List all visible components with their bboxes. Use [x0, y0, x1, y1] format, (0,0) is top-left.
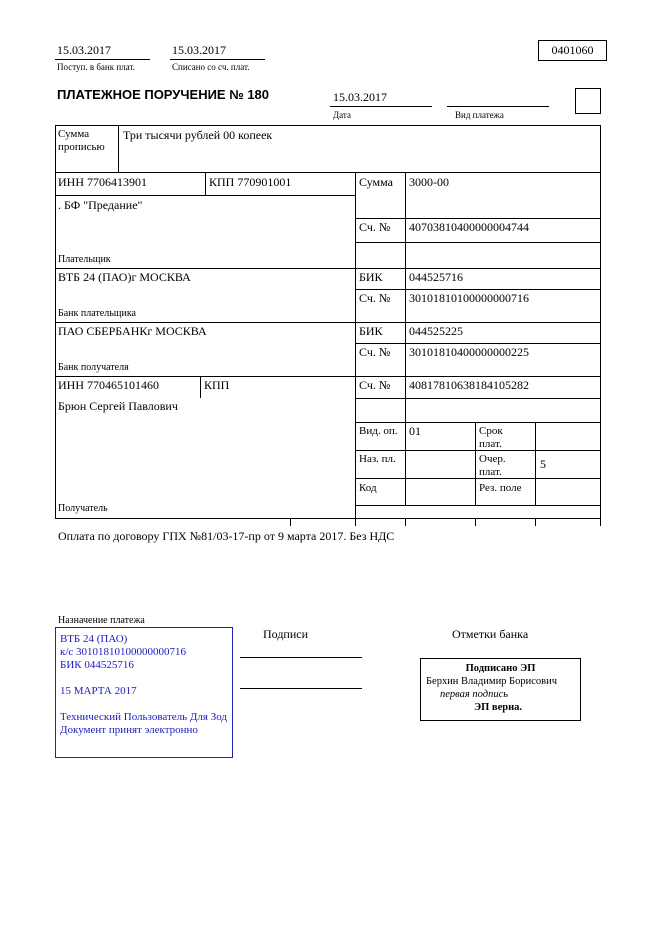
table-border — [355, 242, 601, 243]
table-tick — [355, 518, 356, 526]
table-border — [355, 478, 601, 479]
table-border — [355, 505, 601, 506]
table-tick — [600, 518, 601, 526]
sum-value: 3000-00 — [409, 175, 449, 189]
payment-purpose-text: Оплата по договору ГПХ №81/03-17-пр от 9 марта 2017. Без НДС — [58, 529, 395, 543]
table-border — [55, 376, 601, 377]
term-label: Срок плат. — [479, 425, 503, 450]
payee-name: Брюн Сергей Павлович — [58, 399, 178, 413]
payment-type-box — [575, 88, 601, 114]
payee-bank-bik: 044525225 — [409, 324, 463, 338]
stamp-accepted: Документ принят электронно — [60, 724, 198, 736]
payee-bank-name: ПАО СБЕРБАНКг МОСКВА — [58, 324, 207, 338]
stamp-bank-name: ВТБ 24 (ПАО) — [60, 633, 128, 645]
payer-kpp: КПП 770901001 — [209, 175, 292, 189]
stamp-date: 15 МАРТА 2017 — [60, 685, 137, 697]
ep-sign-type: первая подпись — [440, 689, 509, 700]
table-border — [118, 125, 119, 172]
payee-bank-bik-label: БИК — [359, 324, 383, 338]
code-label: Код — [359, 482, 377, 494]
payment-type-label: Вид платежа — [455, 110, 504, 120]
table-border — [55, 172, 601, 173]
table-border — [55, 518, 601, 519]
table-border — [205, 172, 206, 195]
table-border — [355, 450, 601, 451]
stamp-bik: БИК 044525716 — [60, 659, 134, 671]
payment-purpose-label: Назначение платежа — [58, 615, 145, 626]
bank-electronic-stamp — [55, 627, 233, 758]
payer-bank-bik-label: БИК — [359, 270, 383, 284]
payer-name: . БФ "Предание" — [58, 198, 143, 212]
table-tick — [475, 518, 476, 526]
payer-inn: ИНН 7706413901 — [58, 175, 147, 189]
form-code-box — [538, 40, 607, 61]
form-code: 0401060 — [551, 43, 594, 57]
payee-account-label: Сч. № — [359, 378, 391, 392]
table-border — [55, 268, 601, 269]
ep-title: Подписано ЭП — [465, 663, 536, 674]
payee-account: 40817810638184105282 — [409, 378, 529, 392]
table-border — [355, 289, 601, 290]
table-border — [535, 422, 536, 505]
signatures-label: Подписи — [263, 627, 309, 641]
payee-kpp-label: КПП — [204, 378, 230, 392]
payer-bank-section-label: Банк плательщика — [58, 308, 136, 319]
electronic-signature-stamp — [420, 658, 581, 721]
payment-type-underline — [447, 106, 549, 107]
payee-bank-account: 30101810400000000225 — [409, 345, 529, 359]
table-border — [355, 343, 601, 344]
table-border — [200, 376, 201, 398]
signature-line — [240, 657, 362, 658]
table-border — [475, 422, 476, 505]
table-border — [355, 218, 601, 219]
table-border — [355, 172, 356, 518]
ep-verified: ЭП верна. — [474, 702, 523, 713]
table-border — [355, 398, 601, 399]
table-border — [355, 422, 601, 423]
sum-label: Сумма — [359, 175, 393, 189]
table-tick — [405, 518, 406, 526]
queue-label: Очер. плат. — [479, 453, 506, 478]
payer-bank-bik: 044525716 — [409, 270, 463, 284]
doc-date-label: Дата — [333, 110, 351, 120]
date-received-label: Поступ. в банк плат. — [57, 62, 135, 72]
amount-in-words: Три тысячи рублей 00 копеек — [123, 128, 273, 142]
payer-bank-account: 30101810100000000716 — [409, 291, 529, 305]
table-border — [55, 125, 601, 126]
payee-bank-account-label: Сч. № — [359, 345, 391, 359]
table-border — [600, 125, 601, 518]
table-border — [405, 172, 406, 505]
payer-bank-account-label: Сч. № — [359, 291, 391, 305]
table-tick — [290, 518, 291, 526]
payee-inn: ИНН 770465101460 — [58, 378, 159, 392]
doc-date: 15.03.2017 — [333, 90, 387, 104]
date-received: 15.03.2017 — [57, 43, 111, 57]
table-tick — [535, 518, 536, 526]
date-debited: 15.03.2017 — [172, 43, 226, 57]
payer-bank-name: ВТБ 24 (ПАО)г МОСКВА — [58, 270, 191, 284]
stamp-user: Технический Пользователь Для Зод — [60, 711, 228, 723]
date-debited-underline — [170, 59, 265, 60]
ep-signer-name: Берхин Владимир Борисович — [426, 676, 557, 687]
document-title: ПЛАТЕЖНОЕ ПОРУЧЕНИЕ № 180 — [57, 87, 270, 102]
date-received-underline — [55, 59, 150, 60]
payer-account: 40703810400000004744 — [409, 220, 529, 234]
queue-value: 5 — [540, 457, 546, 471]
table-border — [55, 322, 601, 323]
amount-in-words-label: Сумма прописью — [58, 128, 105, 153]
payer-section-label: Плательщик — [58, 254, 111, 265]
table-border — [55, 195, 355, 196]
purpose-code-label: Наз. пл. — [359, 453, 396, 465]
payer-account-label: Сч. № — [359, 220, 391, 234]
bank-marks-label: Отметки банка — [452, 627, 529, 641]
op-type-label: Вид. оп. — [359, 425, 398, 437]
doc-date-underline — [330, 106, 432, 107]
stamp-corr-account: к/с 30101810100000000716 — [60, 646, 187, 658]
table-border — [55, 125, 56, 518]
date-debited-label: Списано со сч. плат. — [172, 62, 250, 72]
reserve-label: Рез. поле — [479, 482, 522, 494]
payee-section-label: Получатель — [58, 503, 108, 514]
op-type-value: 01 — [409, 424, 421, 438]
signature-line — [240, 688, 362, 689]
payee-bank-section-label: Банк получателя — [58, 362, 129, 373]
